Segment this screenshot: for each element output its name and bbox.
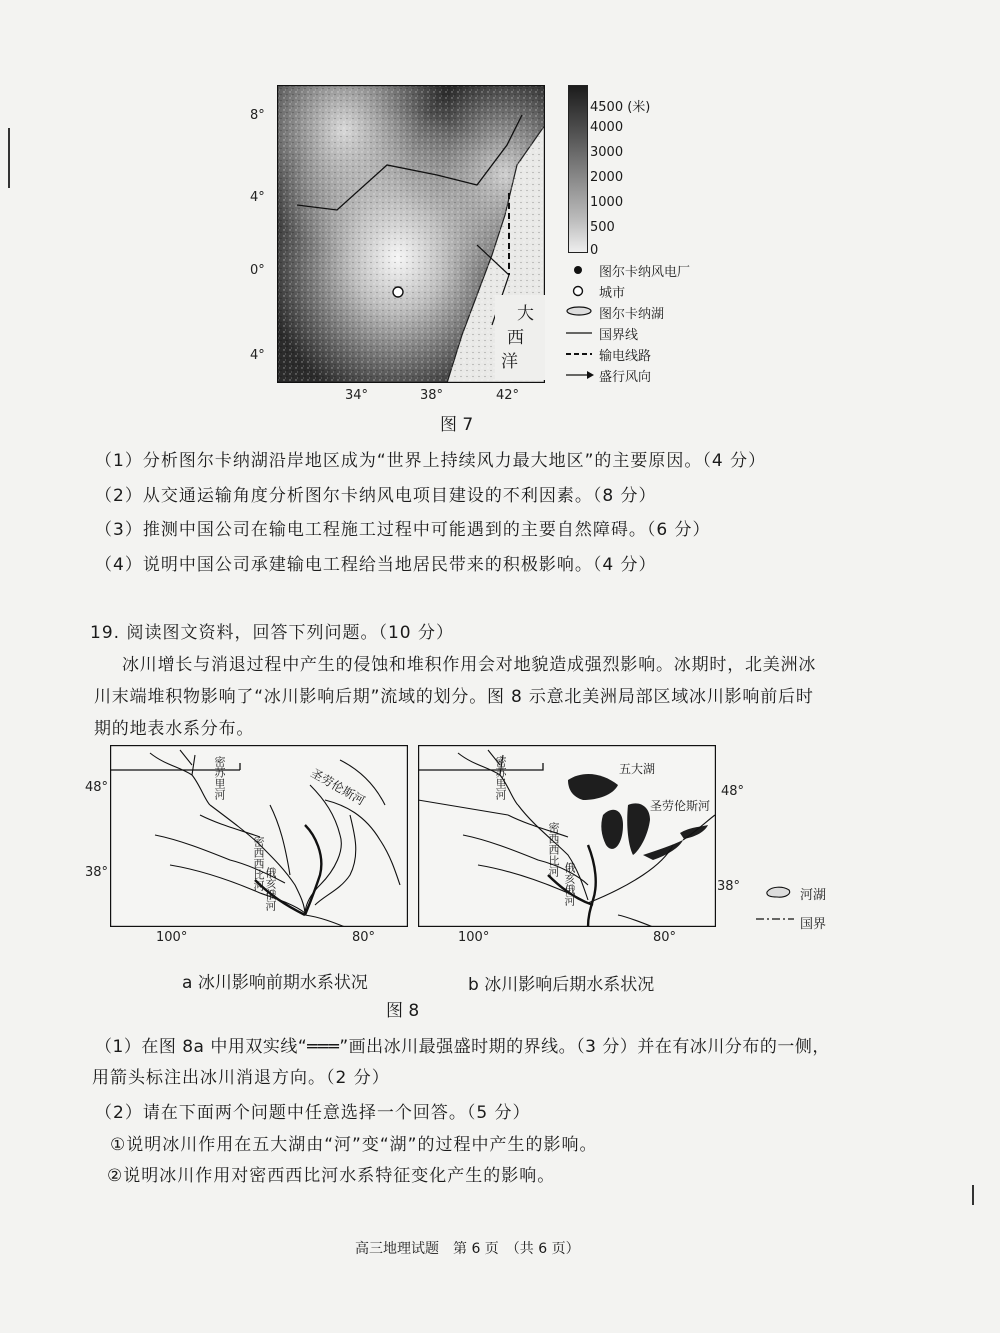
q19-paragraph-line: 期的地表水系分布。	[94, 719, 255, 739]
ocean-label-char: 西	[507, 328, 524, 348]
river-label-mississippi: 密西西比河	[547, 822, 560, 877]
legend-label: 国界	[800, 917, 827, 932]
river-label-ohio: 俄亥俄河	[563, 862, 576, 906]
wind-arrow-icon	[565, 368, 595, 382]
city-icon	[571, 284, 585, 298]
legend-label: 图尔卡纳湖	[599, 307, 665, 322]
q19-paragraph-line: 冰川增长与消退过程中产生的侵蚀和堆积作用会对地貌造成强烈影响。冰期时，北美洲冰	[122, 655, 817, 675]
q19-part-2: （2）请在下面两个问题中任意选择一个回答。（5 分）	[95, 1103, 531, 1123]
q19-title: 19. 阅读图文资料，回答下列问题。（10 分）	[90, 623, 454, 643]
lat-label: 0°	[250, 263, 265, 278]
lake-label-great-lakes: 五大湖	[619, 762, 656, 776]
figure-8b	[415, 742, 835, 945]
figure-8-caption: 图 8	[386, 1001, 420, 1021]
q19-option-2: ②说明冰川作用对密西西比河水系特征变化产生的影响。	[107, 1166, 556, 1186]
page-footer: 高三地理试题 第 6 页 （共 6 页）	[355, 1241, 580, 1257]
q18-part-3: （3）推测中国公司在输电工程施工过程中可能遇到的主要自然障碍。（6 分）	[95, 520, 711, 540]
figure-7-caption: 图 7	[440, 415, 474, 435]
power-line-icon	[565, 347, 593, 361]
legend-label: 河湖	[800, 888, 827, 903]
lon-label: 80°	[352, 930, 376, 945]
river-label-ohio: 俄亥俄河	[264, 867, 277, 911]
legend-label: 图尔卡纳风电厂	[599, 265, 691, 280]
scale-value: 4000	[590, 120, 624, 135]
scale-value: 0	[590, 243, 599, 258]
scan-edge-mark	[972, 1185, 974, 1205]
scale-value: 2000	[590, 170, 624, 185]
figure-8b-caption: b 冰川影响后期水系状况	[468, 975, 655, 995]
river-lake-icon	[765, 884, 793, 900]
ocean-label-char: 大	[517, 304, 534, 324]
q19-part-1-line-2: 用箭头标注出冰川消退方向。（2 分）	[92, 1068, 390, 1088]
river-label-mississippi: 密西西比河	[252, 836, 265, 891]
lat-label: 4°	[250, 348, 265, 363]
scale-value: 4500 (米)	[590, 100, 651, 115]
lat-label: 38°	[717, 879, 741, 894]
q19-paragraph-line: 川末端堆积物影响了“冰川影响后期”流域的划分。图 8 示意北美洲局部区域冰川影响前后时	[94, 687, 814, 707]
ocean-label	[495, 295, 545, 380]
q18-part-2: （2）从交通运输角度分析图尔卡纳风电项目建设的不利因素。（8 分）	[95, 486, 657, 506]
city-marker	[393, 287, 403, 297]
lat-label: 4°	[250, 190, 265, 205]
lat-label: 48°	[721, 784, 745, 799]
scale-value: 1000	[590, 195, 624, 210]
lon-label: 34°	[345, 388, 369, 403]
river-label-missouri: 密苏里河	[494, 756, 507, 800]
elevation-scale-bar	[568, 85, 588, 253]
lat-label: 48°	[85, 780, 109, 795]
river-label-st-lawrence: 圣劳伦斯河	[650, 799, 711, 813]
ocean-label-char: 洋	[501, 352, 518, 372]
lake-icon	[565, 304, 593, 318]
lon-label: 80°	[653, 930, 677, 945]
legend-label: 城市	[599, 286, 626, 301]
wind-farm-icon	[571, 263, 585, 277]
lat-label: 38°	[85, 865, 109, 880]
q19-option-1: ①说明冰川作用在五大湖由“河”变“湖”的过程中产生的影响。	[110, 1135, 598, 1155]
legend-label: 盛行风向	[599, 370, 652, 385]
figure-7	[240, 80, 700, 435]
scan-edge-mark	[8, 128, 10, 188]
river-label-missouri: 密苏里河	[213, 756, 226, 800]
q18-part-1: （1）分析图尔卡纳湖沿岸地区成为“世界上持续风力最大地区”的主要原因。（4 分）	[95, 451, 767, 471]
fig7-legend	[565, 258, 705, 388]
scale-value: 3000	[590, 145, 624, 160]
figure-8a-caption: a 冰川影响前期水系状况	[182, 973, 368, 993]
lon-label: 100°	[156, 930, 188, 945]
border-icon	[565, 326, 593, 340]
lat-label: 8°	[250, 108, 265, 123]
border-icon	[755, 914, 795, 924]
legend-label: 国界线	[599, 328, 639, 343]
q19-part-1-line-1: （1）在图 8a 中用双实线“═══”画出冰川最强盛时期的界线。（3 分）并在有冰川分布的一侧，	[95, 1037, 830, 1057]
figure-8a	[80, 742, 420, 945]
legend-label: 输电线路	[599, 349, 652, 364]
lon-label: 38°	[420, 388, 444, 403]
lon-label: 100°	[458, 930, 490, 945]
river-label-st-lawrence: 圣劳伦斯河	[308, 765, 368, 808]
q18-part-4: （4）说明中国公司承建输电工程给当地居民带来的积极影响。（4 分）	[95, 555, 657, 575]
scale-value: 500	[590, 220, 615, 235]
lon-label: 42°	[496, 388, 520, 403]
